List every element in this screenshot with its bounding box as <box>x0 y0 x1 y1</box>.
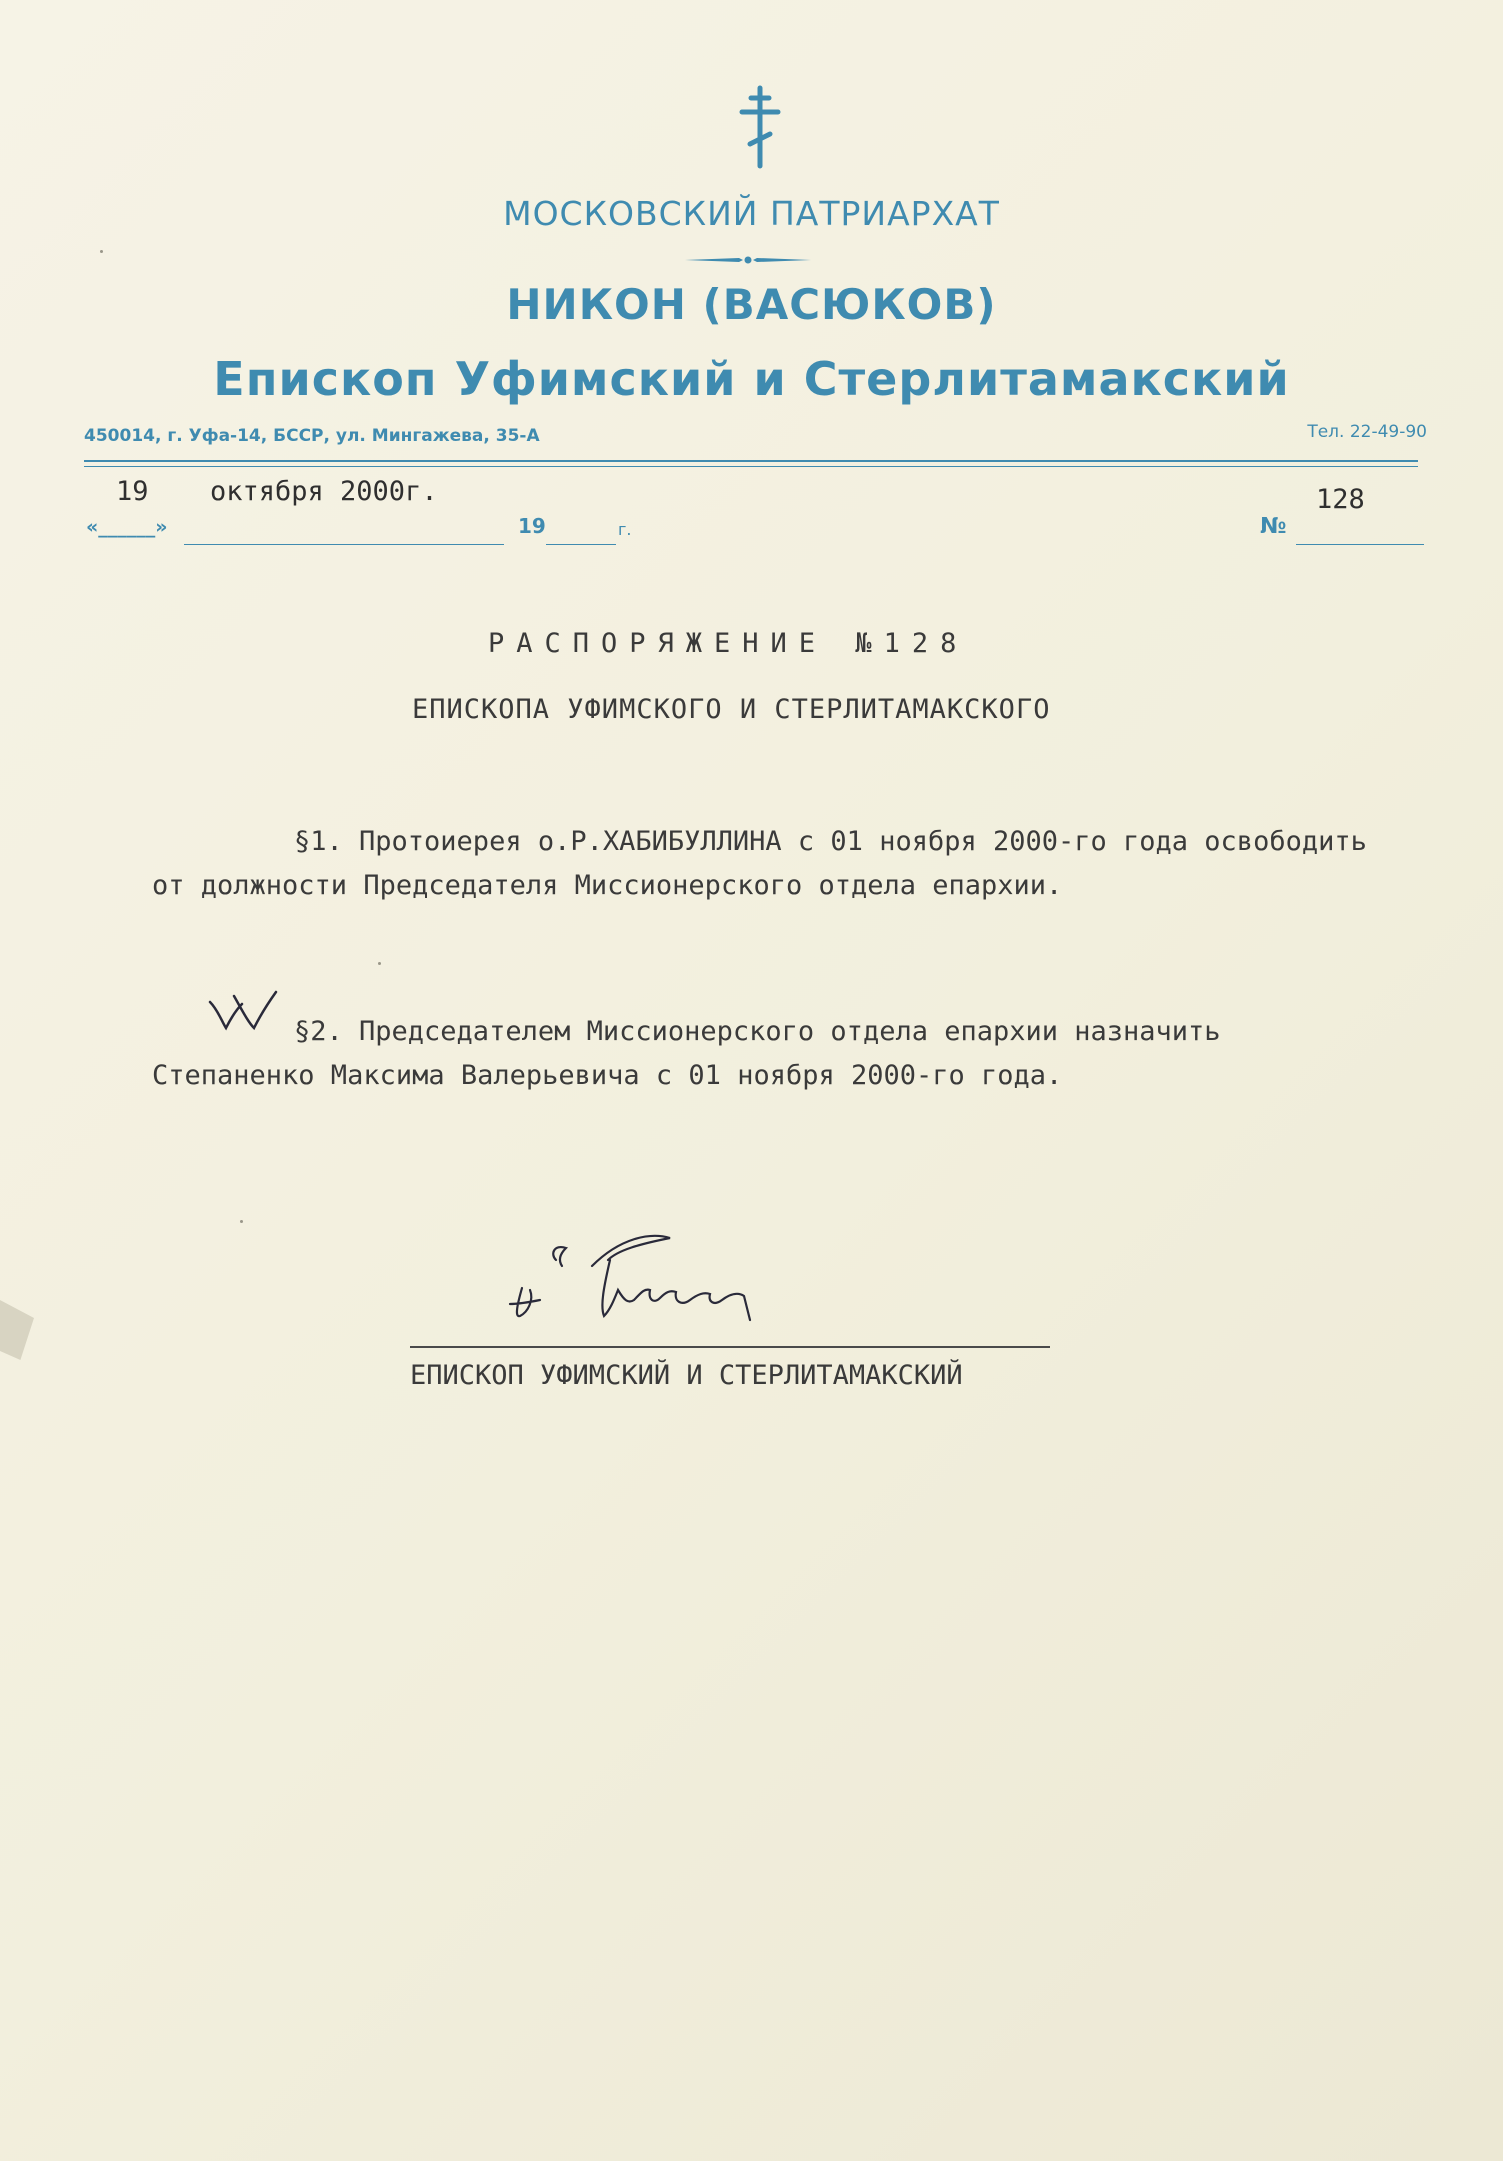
header-rule-thin <box>84 466 1418 467</box>
phone: Тел. 22-49-90 <box>1307 422 1427 442</box>
paragraph-1-text: §1. Протоиерея о.Р.ХАБИБУЛЛИНА с 01 ноября 2000-го года освободить от должности Председателя Миссионерского отдела епархии. <box>152 826 1367 901</box>
form-number-label: № <box>1260 514 1287 539</box>
filled-day: 19 <box>116 476 149 507</box>
ornament-divider <box>683 254 813 266</box>
signature-line <box>410 1346 1050 1348</box>
form-year-line <box>546 544 616 545</box>
patriarchate-heading: МОСКОВСКИЙ ПАТРИАРХАТ <box>503 194 1000 233</box>
bishop-name: НИКОН (ВАСЮКОВ) <box>506 280 997 329</box>
form-year-prefix: 19 <box>518 514 546 538</box>
signature-caption: ЕПИСКОП УФИМСКИЙ И СТЕРЛИТАМАКСКИЙ <box>410 1360 963 1391</box>
form-year-suffix: г. <box>618 520 632 539</box>
form-day-field: «______» <box>86 516 168 538</box>
address: 450014, г. Уфа-14, БССР, ул. Мингажева, 35-А <box>84 426 540 446</box>
paragraph-2-text: §2. Председателем Миссионерского отдела епархии назначить Степаненко Максима Валерьевича с 01 ноября 2000-го года. <box>152 1016 1221 1091</box>
document-subtitle: ЕПИСКОПА УФИМСКОГО И СТЕРЛИТАМАКСКОГО <box>412 694 1051 725</box>
paragraph-2 <box>152 1010 1382 1098</box>
header-rule <box>84 460 1418 462</box>
form-number-line <box>1296 544 1424 545</box>
paragraph-1 <box>152 820 1382 908</box>
filled-month-year: октября 2000г. <box>210 476 438 507</box>
handwritten-signature <box>500 1230 830 1330</box>
paper-speck <box>240 1220 243 1223</box>
document-title: РАСПОРЯЖЕНИЕ №128 <box>488 628 969 659</box>
orthodox-cross-icon <box>738 84 782 170</box>
paper-speck <box>378 962 381 965</box>
bishop-title: Епископ Уфимский и Стерлитамакский <box>213 352 1290 406</box>
form-month-line <box>184 544 504 545</box>
paper-speck <box>100 250 103 253</box>
filled-number: 128 <box>1316 484 1365 515</box>
